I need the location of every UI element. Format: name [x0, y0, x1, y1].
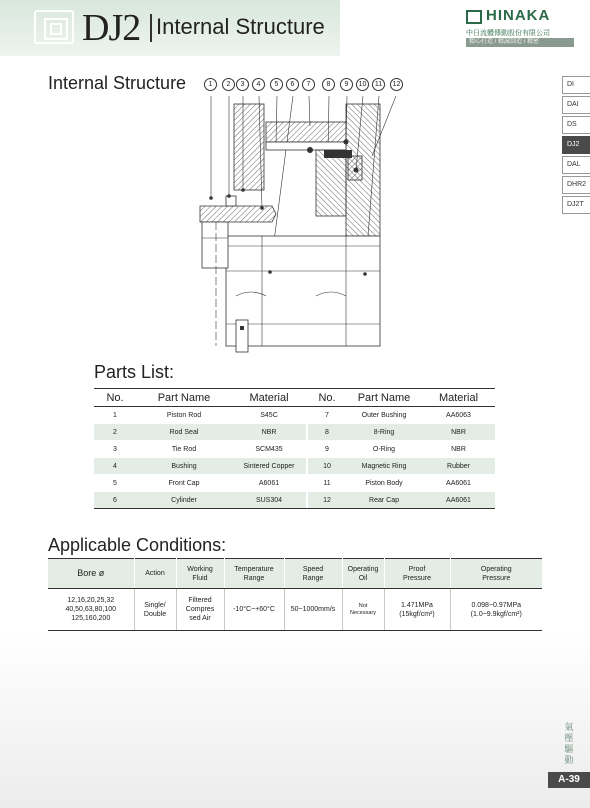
side-tab-ds[interactable]: DS	[562, 116, 590, 134]
cell: 3	[94, 441, 136, 458]
balloon-12: 12	[390, 78, 403, 91]
header-oil-line-1: Operating	[347, 565, 379, 573]
balloon-1: 1	[204, 78, 217, 91]
page-header	[0, 0, 590, 56]
cell: Tie Rod	[136, 441, 232, 458]
table-row	[48, 589, 542, 631]
bore-line-1: 12,16,20,25,32	[67, 597, 115, 604]
cross-section-drawing	[196, 96, 396, 358]
bore-line-2: 40,50,63,80,100	[65, 606, 117, 613]
cell-fluid	[176, 589, 224, 631]
header-action: Action	[134, 559, 176, 589]
conditions-title: Applicable Conditions:	[48, 535, 227, 555]
header-temp-line-2: Range	[243, 574, 265, 582]
header-oil-line-2: Oil	[358, 574, 368, 582]
balloon-4: 4	[252, 78, 265, 91]
cell: Piston Body	[346, 475, 422, 492]
cell: 8-Ring	[346, 424, 422, 441]
side-tab-dhr2[interactable]: DHR2	[562, 176, 590, 194]
brand-mark-icon	[466, 10, 482, 24]
col-part-name: Part Name	[136, 389, 232, 407]
cell: 6	[94, 492, 136, 509]
bore-line-3: 125,160,200	[71, 615, 111, 622]
cell: O-Ring	[346, 441, 422, 458]
cell: Cylinder	[136, 492, 232, 509]
cell: Rod Seal	[136, 424, 232, 441]
page-number: A-39	[548, 772, 590, 788]
header-divider	[150, 14, 152, 42]
fluid-line-1: Filtered	[188, 597, 212, 604]
table-row	[94, 458, 495, 475]
header-temperature	[224, 559, 284, 589]
cell: Rubber	[422, 458, 495, 475]
cell: 8	[308, 424, 346, 441]
op-line-1: 0.098~0.97MPa	[471, 601, 522, 609]
cell: 4	[94, 458, 136, 475]
vertical-char: 氣	[564, 722, 574, 732]
cell-action	[134, 589, 176, 631]
header-op-line-1: Operating	[480, 565, 512, 573]
header-operating-oil	[342, 559, 384, 589]
cell: 9	[308, 441, 346, 458]
header-proof-pressure	[384, 559, 450, 589]
series-side-tabs	[562, 76, 590, 216]
structure-title: Internal Structure	[48, 73, 187, 93]
header-speed-line-2: Range	[302, 574, 324, 582]
balloon-7: 7	[302, 78, 315, 91]
table-row	[94, 475, 495, 492]
cell: Bushing	[136, 458, 232, 475]
cell: Rear Cap	[346, 492, 422, 509]
side-tab-dal[interactable]: DAL	[562, 156, 590, 174]
cell-bore	[48, 589, 134, 631]
fluid-line-2: Compres	[185, 606, 215, 613]
col-part-name-2: Part Name	[346, 389, 422, 407]
header-speed	[284, 559, 342, 589]
cell: AA6061	[422, 492, 495, 509]
cell: 12	[308, 492, 346, 509]
cell: 1	[94, 407, 136, 424]
cell-proof	[384, 589, 450, 631]
cell: 10	[308, 458, 346, 475]
oil-line-1: Not	[358, 602, 368, 609]
table-row	[94, 424, 495, 441]
table-row	[94, 407, 495, 424]
cell: 5	[94, 475, 136, 492]
brand-company-name: 中日流體傳動股份有限公司	[466, 30, 550, 37]
col-material-2: Material	[422, 389, 495, 407]
oil-line-2: Necessary	[350, 609, 376, 616]
header-fluid-line-1: Working	[187, 565, 213, 573]
conditions-table	[48, 558, 542, 631]
header-fluid-line-2: Fluid	[192, 574, 208, 582]
cell: 2	[94, 424, 136, 441]
balloon-5: 5	[270, 78, 283, 91]
vertical-char: 壓	[564, 733, 574, 743]
action-line-1: Single/	[144, 601, 166, 609]
header-proof-line-2: Pressure	[402, 574, 431, 582]
vertical-category-label	[564, 722, 574, 766]
action-line-2: Double	[143, 610, 167, 618]
table-row	[94, 492, 495, 509]
cell: NBR	[232, 424, 306, 441]
header-temp-line-1: Temperature	[234, 565, 274, 573]
cell: Sintered Copper	[232, 458, 306, 475]
cell: 11	[308, 475, 346, 492]
table-row	[94, 441, 495, 458]
cell-temperature: -10°C~+60°C	[224, 589, 284, 631]
col-material: Material	[232, 389, 306, 407]
proof-line-2: (15kgf/cm²)	[399, 610, 435, 618]
model-name: DJ2	[82, 7, 141, 49]
header-title: Internal Structure	[156, 14, 325, 39]
cell: S45C	[232, 407, 306, 424]
cell: AA6063	[422, 407, 495, 424]
cell: Piston Rod	[136, 407, 232, 424]
balloon-11: 11	[372, 78, 385, 91]
header-proof-line-1: Proof	[408, 565, 426, 573]
header-speed-line-1: Speed	[302, 565, 324, 573]
cell: 7	[308, 407, 346, 424]
header-op-line-2: Pressure	[482, 574, 511, 582]
balloon-9: 9	[340, 78, 353, 91]
cell: A6061	[232, 475, 306, 492]
parts-header-row	[94, 389, 495, 407]
side-tab-dj2t[interactable]: DJ2T	[562, 196, 590, 214]
header-bore: Bore ø	[48, 559, 134, 589]
series-logo-icon	[34, 10, 74, 44]
cell: NBR	[422, 441, 495, 458]
proof-line-1: 1.471MPa	[401, 601, 433, 609]
balloon-10: 10	[356, 78, 369, 91]
brand-logo	[466, 8, 576, 48]
col-no: No.	[94, 389, 136, 407]
cell: Magnetic Ring	[346, 458, 422, 475]
balloon-2: 2	[222, 78, 235, 91]
cell: SUS304	[232, 492, 306, 509]
cell-op-pressure	[450, 589, 542, 631]
header-operating-pressure	[450, 559, 542, 589]
balloon-3: 3	[236, 78, 249, 91]
cell: Outer Bushing	[346, 407, 422, 424]
parts-table	[94, 388, 495, 509]
header-working-fluid	[176, 559, 224, 589]
vertical-char: 動	[564, 755, 574, 765]
brand-tagline: 精心打造 / 精誠制造 / 精密	[466, 38, 574, 47]
side-tab-dj2[interactable]: DJ2	[562, 136, 590, 154]
vertical-char: 驅	[564, 744, 574, 754]
cell: AA6061	[422, 475, 495, 492]
side-tab-dai[interactable]: DAI	[562, 96, 590, 114]
cell: NBR	[422, 424, 495, 441]
cell: SCM435	[232, 441, 306, 458]
side-tab-di[interactable]: DI	[562, 76, 590, 94]
conditions-header-row	[48, 559, 542, 589]
fluid-line-3: sed Air	[189, 615, 211, 622]
balloon-6: 6	[286, 78, 299, 91]
cell-oil	[342, 589, 384, 631]
balloon-8: 8	[322, 78, 335, 91]
col-no-2: No.	[308, 389, 346, 407]
op-line-2: (1.0~9.9kgf/cm²)	[470, 610, 522, 618]
parts-title: Parts List:	[94, 362, 175, 382]
cell: Front Cap	[136, 475, 232, 492]
cell-speed: 50~1000mm/s	[284, 589, 342, 631]
brand-name: HINAKA	[486, 7, 551, 24]
